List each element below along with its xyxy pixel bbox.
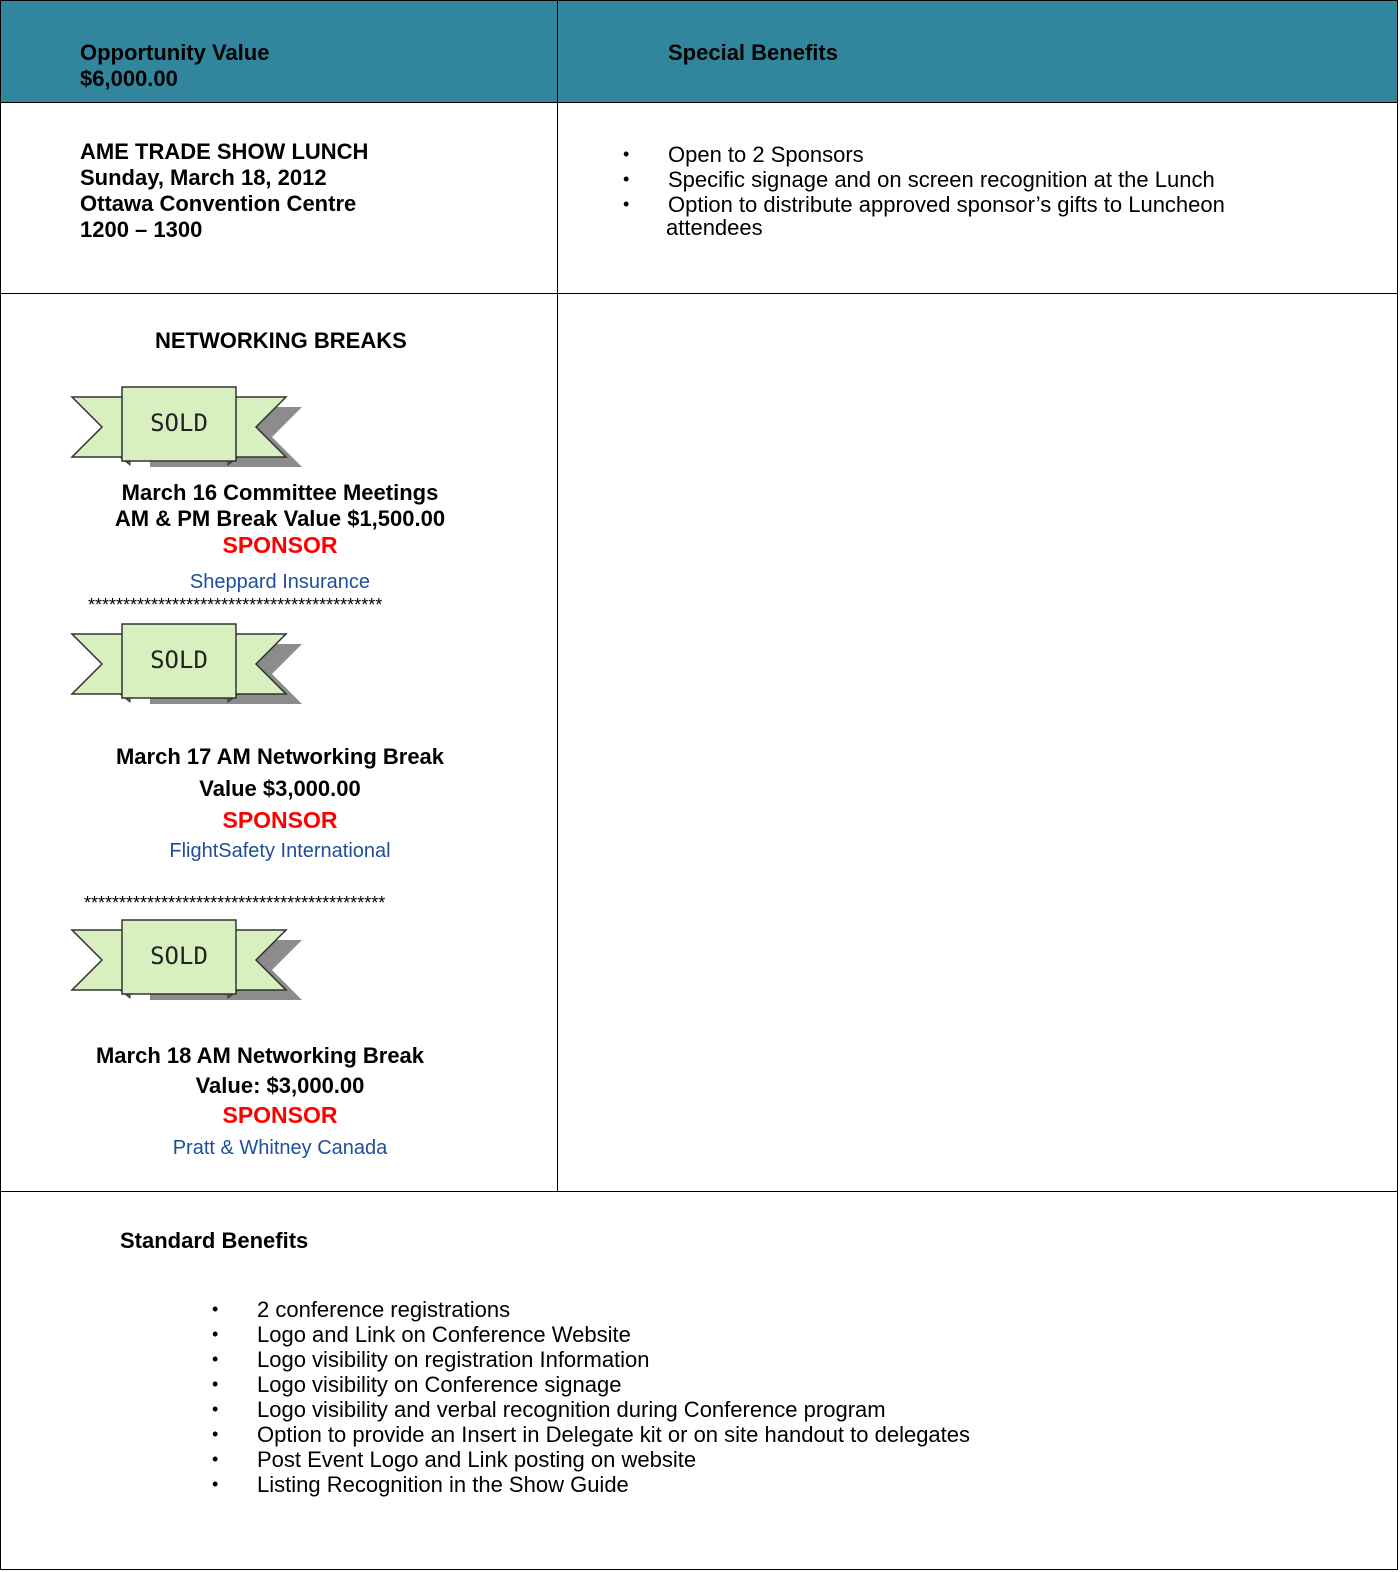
networking-title: NETWORKING BREAKS	[155, 328, 407, 353]
list-item: • Logo visibility and verbal recognition during Conference program	[257, 1397, 970, 1422]
row-divider-networking	[0, 1191, 1398, 1192]
break-3-sponsor-label: SPONSOR	[222, 1102, 338, 1128]
sold-badge-text: SOLD	[150, 646, 208, 674]
header-opportunity-value-amount: $6,000.00	[80, 66, 178, 91]
break-3-sponsor-name: Pratt & Whitney Canada	[172, 1137, 388, 1159]
lunch-benefit-continuation: attendees	[666, 215, 763, 240]
break-1-sponsor-label: SPONSOR	[222, 532, 338, 558]
break-2-sponsor-name: FlightSafety International	[169, 840, 391, 862]
sold-ribbon-icon	[70, 622, 310, 732]
lunch-date: Sunday, March 18, 2012	[80, 165, 327, 190]
separator: ******************************************	[88, 595, 383, 615]
separator: *******************************************	[84, 893, 386, 913]
column-divider	[557, 0, 558, 1192]
row-divider-header	[0, 102, 1398, 103]
standard-benefits-title: Standard Benefits	[120, 1228, 309, 1253]
list-item: • Specific signage and on screen recognition at the Lunch	[668, 167, 1225, 192]
list-item: • Listing Recognition in the Show Guide	[257, 1472, 970, 1497]
lunch-venue: Ottawa Convention Centre	[80, 191, 357, 216]
break-2-value: Value $3,000.00	[199, 776, 361, 801]
list-item: • Logo and Link on Conference Website	[257, 1322, 970, 1347]
lunch-title: AME TRADE SHOW LUNCH	[80, 139, 369, 164]
header-special-benefits: Special Benefits	[668, 40, 838, 65]
break-1-value: AM & PM Break Value $1,500.00	[114, 506, 446, 531]
row-divider-lunch	[0, 293, 1398, 294]
sold-ribbon-icon	[70, 385, 310, 495]
list-item: • Open to 2 Sponsors	[668, 142, 1225, 167]
break-3-title: March 18 AM Networking Break	[95, 1043, 425, 1068]
break-1-title: March 16 Committee Meetings	[121, 480, 439, 505]
break-2-title: March 17 AM Networking Break	[115, 744, 445, 769]
list-item: • Logo visibility on Conference signage	[257, 1372, 970, 1397]
sold-badge-text: SOLD	[150, 942, 208, 970]
sold-ribbon-icon	[70, 918, 310, 1028]
break-1-sponsor-name: Sheppard Insurance	[189, 571, 371, 593]
break-3-value: Value: $3,000.00	[195, 1073, 365, 1098]
break-2-sponsor-label: SPONSOR	[222, 807, 338, 833]
sold-badge-text: SOLD	[150, 409, 208, 437]
list-item: • Post Event Logo and Link posting on website	[257, 1447, 970, 1472]
list-item: • Option to distribute approved sponsor’s gifts to Luncheon	[668, 192, 1225, 217]
lunch-time: 1200 – 1300	[80, 217, 203, 242]
header-opportunity-value-label: Opportunity Value	[80, 40, 270, 65]
list-item: • Option to provide an Insert in Delegate kit or on site handout to delegates	[257, 1422, 970, 1447]
list-item: • Logo visibility on registration Information	[257, 1347, 970, 1372]
standard-benefits-list	[257, 1297, 970, 1497]
lunch-benefits-list	[668, 142, 1225, 217]
list-item: • 2 conference registrations	[257, 1297, 970, 1322]
